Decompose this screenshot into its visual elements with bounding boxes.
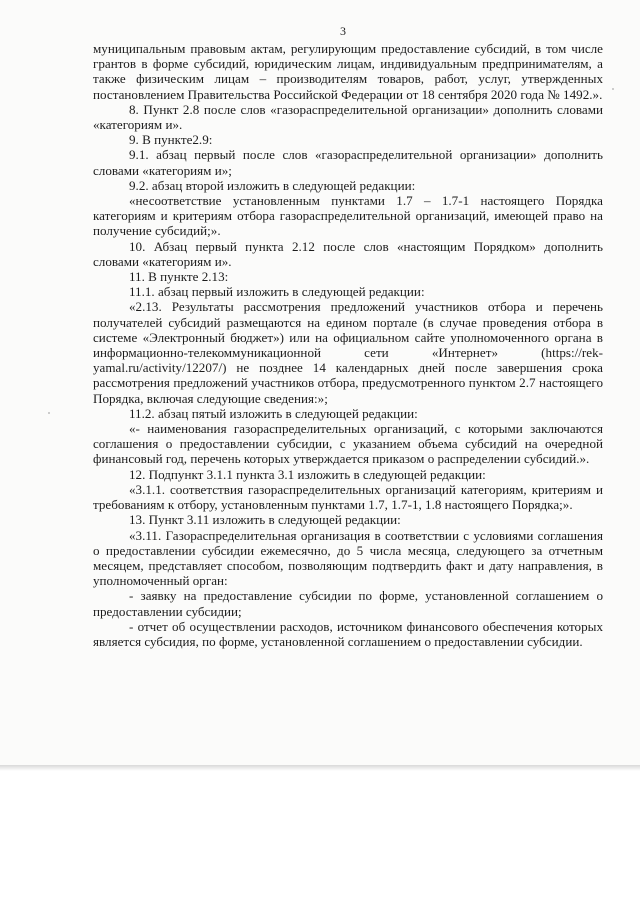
scan-speck — [612, 88, 614, 90]
paragraph-continuation: муниципальным правовым актам, регулирующим предоставление субсидий, в том числе грантов в форме субсидий, юридическим лицам, индивидуальным предпринимателям, а также физическим лицам – производителям товаров, работ, услуг, утвержденных постановлением Правительства Российской Федерации от 18 сентября 2020 года № 1492.». — [93, 41, 603, 102]
paragraph-quote-3-1-1: «3.1.1. соответствия газораспределительных организаций категориям, критериям и требованиям к отбору, установленным пунктами 1.7, 1.7-1, 1.8 настоящего Порядка;». — [93, 481, 603, 513]
paragraph-item-10: 10. Абзац первый пункта 2.12 после слов «настоящим Порядком» дополнить словами «категориям и». — [93, 238, 603, 269]
paragraph-quote-2-13: «2.13. Результаты рассмотрения предложений участников отбора и перечень получателей субсидий размещаются на едином портале (в случае проведения отбора в системе «Электронный бюджет») или на официальном сайте уполномоченного органа в информационно-телекоммуникационной сети «Интернет» (https://rek-yamal.ru/activity/12207/) не позднее 14 календарных дней после завершения срока рассмотрения предложений участников отбора, предусмотренного пунктом 2.7 настоящего Порядка, включая следующие сведения:»; — [93, 299, 603, 406]
paragraph-item-13: 13. Пункт 3.11 изложить в следующей редакции: — [129, 512, 401, 528]
paragraph-quote-9-2: «несоответствие установленным пунктами 1.7 – 1.7-1 настоящего Порядка категориям и критериям отбора газораспределительной организаций, имеющей право на получение субсидий;». — [93, 193, 603, 239]
paragraph-item-9-1: 9.1. абзац первый после слов «газораспределительной организации» дополнить словами «категориям и»; — [93, 147, 603, 178]
paragraph-quote-3-11: «3.11. Газораспределительная организация в соответствии с условиями соглашения о предоставлении субсидии ежемесячно, до 5 числа месяца, следующего за отчетным месяцем, представляет способом, позволяющим подтвердить факт и дату направления, в уполномоченный орган: — [93, 527, 603, 589]
paragraph-item-8: 8. Пункт 2.8 после слов «газораспределительной организации» дополнить словами «категориям и». — [93, 101, 603, 133]
page-edge-shadow — [0, 765, 640, 771]
paragraph-bullet-report: - отчет об осуществлении расходов, источником финансового обеспечения которых является субсидия, по форме, установленной соглашением о предоставлении субсидии. — [93, 618, 603, 649]
paragraph-item-9-2: 9.2. абзац второй изложить в следующей редакции: — [129, 177, 416, 193]
paragraph-bullet-request: - заявку на предоставление субсидии по форме, установленной соглашением о предоставлении субсидии; — [93, 588, 603, 619]
paragraph-item-11-2: 11.2. абзац пятый изложить в следующей редакции: — [129, 405, 418, 421]
paragraph-item-11: 11. В пункте 2.13: — [129, 269, 229, 285]
page-number: 3 — [340, 24, 346, 38]
paragraph-item-9: 9. В пункте2.9: — [129, 132, 213, 148]
paragraph-quote-11-2: «- наименования газораспределительных организаций, с которыми заключаются соглашения о предоставлении субсидии, с указанием объема субсидий на очередной финансовый год, перечень которых утверждается приказом о распределении субсидий.». — [93, 421, 603, 467]
scan-speck — [48, 412, 50, 414]
document-body — [93, 41, 603, 649]
paragraph-item-11-1: 11.1. абзац первый изложить в следующей редакции: — [129, 284, 425, 300]
paragraph-item-12: 12. Подпункт 3.1.1 пункта 3.1 изложить в следующей редакции: — [129, 466, 486, 482]
